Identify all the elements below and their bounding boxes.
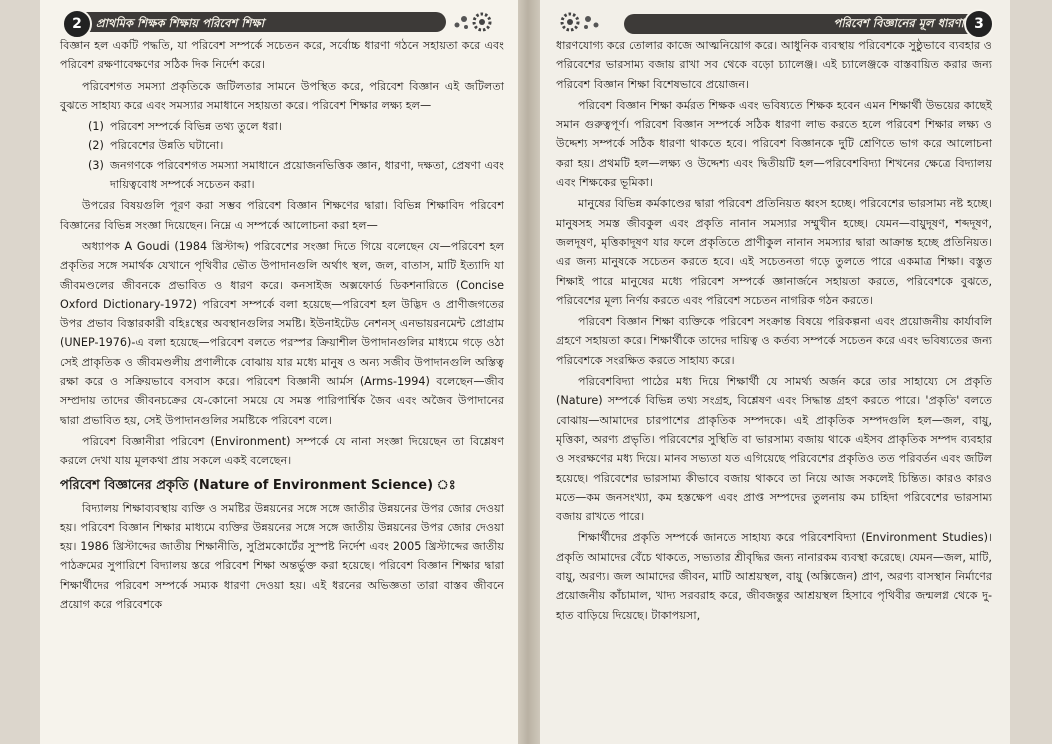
paragraph: অধ্যাপক A Goudi (1984 খ্রিস্টাব্দ) পরিবেশের সংজ্ঞা দিতে গিয়ে বলেছেন যে—পরিবেশ হল প্রকৃতির সঙ্গে সমার্থক যেখানে পৃথিবীর ভৌত উপাদানগুলি অর্থাৎ স্থল, জল, বাতাস, মাটি ইত্যাদি যা জীবমণ্ডলের জীবনকে প্রভাবিত ও ধারণ করে। কনসাইজ অক্সফোর্ড ডিকশনারিতে (Concise Oxford Dictionary-1972) পরিবেশ সম্পর্কে বলা হয়েছে—পরিবেশ হল উদ্ভিদ ও প্রাণীজগতের উপর প্রভাব বিস্তারকারী বহিঃস্থের অবস্থানগুলির সমষ্টি। ইউনাইটেড নেশনস্ এনভায়রনমেন্ট প্রোগ্রাম (UNEP-1976)-এ বলা হয়েছে—পরিবেশ বলতে পরস্পর ক্রিয়াশীল উপাদানগুলির মাধ্যমে গড়ে ওঠা সেই প্রাকৃতিক ও জীবমণ্ডলীয় প্রণালীকে বোঝায় যার মধ্যে মানুষ ও অন্য সজীব উপাদানগুলি অস্তিত্ব রক্ষা করে ও সক্রিয়ভাবে বসবাস করে। পরিবেশ বিজ্ঞানী আর্মস (Arms-1994) বলেছেন—জীব সম্প্রদায় তাদের জীবনচক্রের যে-কোনো সময়ে যে সমস্ত পারিপার্শ্বিক জৈব এবং অজৈব উপাদানের দ্বারা প্রভাবিত হয়, সেই উপাদানগুলির সমষ্টিকে পরিবেশ বলে। (60, 239, 504, 427)
paragraph: পরিবেশ বিজ্ঞান শিক্ষা ব্যক্তিকে পরিবেশ সংক্রান্ত বিষয়ে পরিকল্পনা এবং প্রয়োজনীয় কার্যাবলি গ্রহণে সহায়তা করে। শিক্ষার্থীকে তাদের দায়িত্ব ও কর্তব্য সম্পর্কে সচেতন করে এবং ভবিষ্যতের জন্য পরিবেশকে সংরক্ষিত করতে সাহায্য করে। (556, 315, 992, 367)
book-gutter (518, 0, 540, 744)
list-text: পরিবেশের উন্নতি ঘটানো। (110, 139, 224, 153)
page-number: 3 (964, 9, 994, 39)
running-title: প্রাথমিক শিক্ষক শিক্ষায় পরিবেশ শিক্ষা (96, 16, 265, 30)
list-text: জনগণকে পরিবেশগত সমস্যা সমাধানে প্রয়োজনভিত্তিক জ্ঞান, ধারণা, দক্ষতা, প্রেষণা এবং দায়িত্ববোধ সম্পর্কে সচেতন করা। (110, 158, 504, 192)
left-page-header (60, 6, 504, 36)
list-item (88, 117, 504, 136)
right-page (540, 0, 1010, 744)
list-text: পরিবেশ সম্পর্কে বিভিন্ন তথ্য তুলে ধরা। (110, 120, 282, 134)
page-number: 2 (62, 9, 92, 39)
paragraph: পরিবেশগত সমস্যা প্রকৃতিকে জটিলতার সামনে উপস্থিত করে, পরিবেশ বিজ্ঞান এই জটিলতা বুঝতে সাহায্য করে এবং সমস্যার সমাধানে সহায়তা করে। পরিবেশ শিক্ষার লক্ষ্য হল— (60, 79, 504, 112)
left-page (40, 0, 518, 744)
list-item (88, 136, 504, 155)
paragraph: শিক্ষার্থীদের প্রকৃতি সম্পর্কে জানতে সাহায্য করে পরিবেশবিদ্যা (Environment Studies)। প্রকৃতি আমাদের বেঁচে থাকতে, সভ্যতার শ্রীবৃদ্ধির জন্য নানারকম ব্যবস্থা করেছে। যেমন—জল, মাটি, বায়ু, অরণ্য। জল আমাদের জীবন, মাটি আশ্রয়স্থল, বায়ু (অক্সিজেন) প্রাণ, অরণ্য বাসস্থান নির্মাণের প্রয়োজনীয় কাঁচামাল, খাদ্য সরবরাহ করে, জীবজন্তুর আশ্রয়স্থল হিসাবে পৃথিবীর জন্মলগ্ন থেকে দু-হাত বাড়িয়ে দিয়েছে। টাকাপয়সা, (556, 531, 992, 622)
paragraph: পরিবেশ বিজ্ঞান শিক্ষা কর্মরত শিক্ষক এবং ভবিষ্যতে শিক্ষক হবেন এমন শিক্ষার্থী উভয়ের কাছেই সমান গুরুত্বপূর্ণ। পরিবেশ বিজ্ঞান সম্পর্কে সঠিক ধারণা লাভ করতে হলে পরিবেশ শিক্ষার লক্ষ্য ও উদ্দেশ্য সম্পর্কে সঠিক ধারণা থাকতে হবে। পরিবেশ বিজ্ঞানকে দুটি শ্রেণিতে ভাগ করে আলোচনা করা হয়। প্রথমটি হল—লক্ষ্য ও উদ্দেশ্য এবং দ্বিতীয়টি হল—পরিবেশবিদ্যা শিখনের ক্ষেত্রে বিদ্যালয় এবং শিক্ষকের ভূমিকা। (556, 98, 992, 190)
paragraph: বিদ্যালয় শিক্ষাব্যবস্থায় ব্যক্তি ও সমষ্টির উন্নয়নের সঙ্গে সঙ্গে জাতীর উন্নয়নের উপর জোর দেওয়া হয়। পরিবেশ বিজ্ঞান শিক্ষার মাধ্যমে ব্যক্তির উন্নয়নের সঙ্গে সঙ্গে জাতীয় উন্নয়নের উপর জোর দেওয়া হয়। 1986 খ্রিস্টাব্দের জাতীয় শিক্ষানীতি, সুপ্রিমকোর্টের সুস্পষ্ট নির্দেশ এবং 2005 খ্রিস্টাব্দের জাতীয় পাঠক্রমের সুপারিশে বিদ্যালয় স্তরে পরিবেশ শিক্ষা অন্তর্ভুক্ত করা হয়েছে। পরিবেশ বিজ্ঞান শিক্ষার দ্বারা শিক্ষার্থীদের পরিবেশ সম্পর্কে সম্যক ধারণা দেওয়া হয়। এই ধরনের অভিজ্ঞতা তারা বাস্তব জীবনে প্রয়োগ করে পরিবেশকে (60, 501, 504, 612)
running-title: পরিবেশ বিজ্ঞানের মূল ধারণা (833, 16, 964, 30)
gear-ornament-icon (452, 10, 496, 32)
gear-ornament-icon (558, 10, 602, 32)
paragraph: বিজ্ঞান হল একটি পদ্ধতি, যা পরিবেশ সম্পর্কে সচেতন করে, সর্বোচ্চ ধারণা গঠনে সহায়তা করে এবং পরিবেশ রক্ষণাবেক্ষণের সঠিক দিক নির্দেশ করে। (60, 39, 504, 72)
list-number: (1) (88, 120, 104, 134)
list-item (88, 156, 504, 195)
paragraph: মানুষের বিভিন্ন কর্মকাণ্ডের দ্বারা পরিবেশ প্রতিনিয়ত ধ্বংস হচ্ছে। পরিবেশের ভারসাম্য নষ্ট হচ্ছে। মানুষসহ সমস্ত জীবকুল এবং প্রকৃতি নানান সমস্যার সম্মুখীন হচ্ছে। যেমন—বায়ুদূষণ, শব্দদূষণ, জলদূষণ, মৃত্তিকাদূষণ যার ফলে প্রকৃতিতে প্রাণীকুল নানান সমস্যার দ্বারা আক্রান্ত হচ্ছে প্রতিনিয়ত। এর জন্য মানুষকে সচেতন করতে হবে। এই সচেতনতা গড়ে তুলতে পারে একমাত্র শিক্ষা। বস্তুত শিক্ষাই পারে মানুষের মধ্যে পরিবেশ সম্পর্কে জ্ঞানার্জনে সহায়তা করতে, পরিবেশকে বুঝতে, পরিবেশের মূল্য নির্ণয় করতে এবং পরিবেশ সচেতন নাগরিক গঠন করতে। (556, 197, 992, 307)
paragraph: পরিবেশ বিজ্ঞানীরা পরিবেশ (Environment) সম্পর্কে যে নানা সংজ্ঞা দিয়েছেন তা বিশ্লেষণ করলে দেখা যায় মূলকথা প্রায় সকলে একই বলেছেন। (60, 434, 504, 468)
right-page-header (556, 6, 992, 36)
paragraph: ধারণযোগ্য করে তোলার কাজে আত্মনিয়োগ করে। আধুনিক ব্যবস্থায় পরিবেশকে সুষ্ঠুভাবে ব্যবহার ও পরিবেশের ভারসাম্য বজায় রাখা সব থেকে বড়ো চ্যালেঞ্জ। এই চ্যালেঞ্জকে বাস্তবায়িত করার জন্য পরিবেশ বিজ্ঞান শিক্ষা বিশেষভাবে প্রয়োজন। (556, 39, 992, 91)
section-heading: পরিবেশ বিজ্ঞানের প্রকৃতি (Nature of Environment Science) ঃ (60, 477, 456, 493)
paragraph: উপরের বিষয়গুলি পূরণ করা সম্ভব পরিবেশ বিজ্ঞান শিক্ষণের দ্বারা। বিভিন্ন শিক্ষাবিদ পরিবেশ বিজ্ঞানের বিভিন্ন সংজ্ঞা দিয়েছেন। নিম্নে এ সম্পর্কে আলোচনা করা হল— (60, 199, 504, 232)
list-number: (3) (88, 158, 104, 172)
aims-list (88, 117, 504, 194)
paragraph: পরিবেশবিদ্যা পাঠের মধ্য দিয়ে শিক্ষার্থী যে সামর্থ্য অর্জন করে তার সাহায্যে সে প্রকৃতি (Nature) সম্পর্কে বিভিন্ন তথ্য সংগ্রহ, বিশ্লেষণ এবং সিদ্ধান্ত গ্রহণ করতে পারে। 'প্রকৃতি' বলতে বোঝায়—আমাদের চারপাশের প্রাকৃতিক সম্পদকে। এই প্রাকৃতিক সম্পদগুলি হল—জল, বায়ু, মৃত্তিকা, অরণ্য প্রভৃতি। পরিবেশের সুস্থিতি বা ভারসাম্য বজায় থাকে এইসব প্রাকৃতিক সম্পদ ব্যবহার ও সংরক্ষণের মধ্য দিয়ে। মানব সভ্যতা যত এগিয়েছে পরিবেশের প্রকৃতিও তত পরিবর্তন এবং জটিল হয়েছে। পরিবেশের ভারসাম্য কীভাবে বজায় থাকবে তা নিয়ে আজ সকলেই চিন্তিত। কারও কারও মতে—কম জনসংখ্যা, কম হস্তক্ষেপ এবং প্রাপ্ত সম্পদের তুলনায় কম চাহিদা পরিবেশের ভারসাম্য বজায় রাখতে পারে। (556, 375, 992, 524)
list-number: (2) (88, 139, 104, 153)
